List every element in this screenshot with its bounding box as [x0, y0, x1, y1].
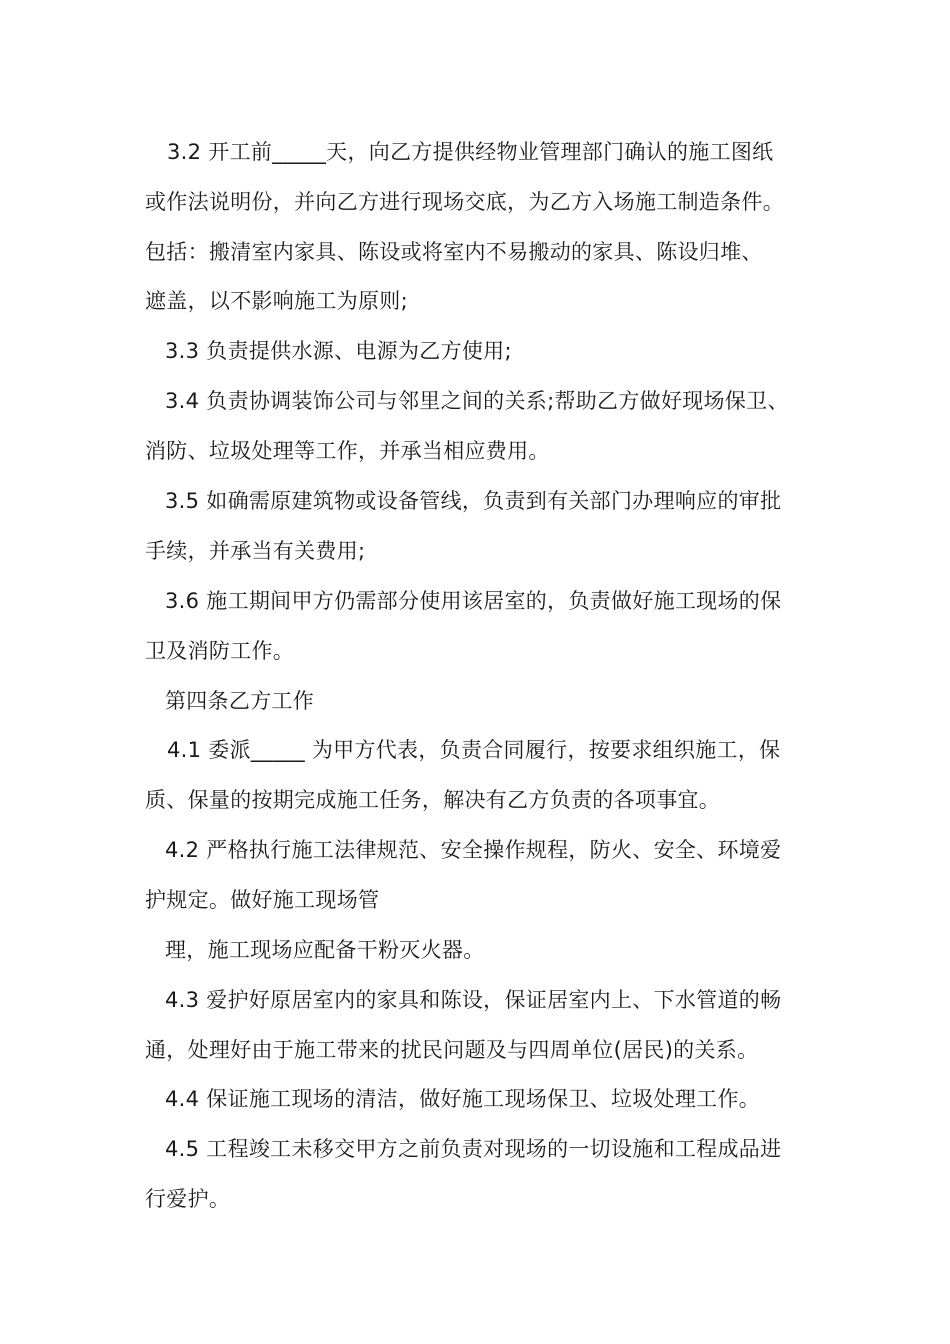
- text-line-4-2b: 护规定。做好施工现场管: [145, 888, 380, 912]
- section-heading: 第四条乙方工作: [165, 689, 315, 713]
- text-line-4-2c: 理，施工现场应配备干粉灭火器。: [165, 938, 485, 962]
- text-line-3-6b: 卫及消防工作。: [145, 639, 295, 663]
- text-line-3-5b: 手续，并承当有关费用;: [145, 539, 366, 563]
- text-line-3-3: 3.3 负责提供水源、电源为乙方使用;: [165, 339, 512, 363]
- text-line-4-2a: 4.2 严格执行施工法律规范、安全操作规程，防火、安全、环境爱: [165, 838, 782, 862]
- text-line-3-2a: 3.2 开工前_____天，向乙方提供经物业管理部门确认的施工图纸: [167, 140, 774, 164]
- text-line-4-5a: 4.5 工程竣工未移交甲方之前负责对现场的一切设施和工程成品进: [165, 1137, 782, 1161]
- text-line-4-1b: 质、保量的按期完成施工任务，解决有乙方负责的各项事宜。: [145, 788, 721, 812]
- text-line-3-6a: 3.6 施工期间甲方仍需部分使用该居室的，负责做好施工现场的保: [165, 589, 782, 613]
- text-line-4-4: 4.4 保证施工现场的清洁，做好施工现场保卫、垃圾处理工作。: [165, 1087, 761, 1111]
- text-line-3-2d: 遮盖，以不影响施工为原则;: [145, 289, 408, 313]
- text-line-3-4b: 消防、垃圾处理等工作，并承当相应费用。: [145, 439, 550, 463]
- text-line-4-3b: 通，处理好由于施工带来的扰民问题及与四周单位(居民)的关系。: [145, 1038, 759, 1062]
- text-line-3-2c: 包括：搬清室内家具、陈设或将室内不易搬动的家具、陈设归堆、: [145, 240, 763, 264]
- text-line-3-2b: 或作法说明份，并向乙方进行现场交底，为乙方入场施工制造条件。: [145, 190, 784, 214]
- text-line-4-3a: 4.3 爱护好原居室内的家具和陈设，保证居室内上、下水管道的畅: [165, 988, 782, 1012]
- text-line-4-1a: 4.1 委派_____ 为甲方代表，负责合同履行，按要求组织施工，保: [167, 738, 781, 762]
- text-line-4-5b: 行爱护。: [145, 1187, 231, 1211]
- text-line-3-4a: 3.4 负责协调装饰公司与邻里之间的关系;帮助乙方做好现场保卫、: [165, 389, 789, 413]
- text-line-3-5a: 3.5 如确需原建筑物或设备管线，负责到有关部门办理响应的审批: [165, 489, 782, 513]
